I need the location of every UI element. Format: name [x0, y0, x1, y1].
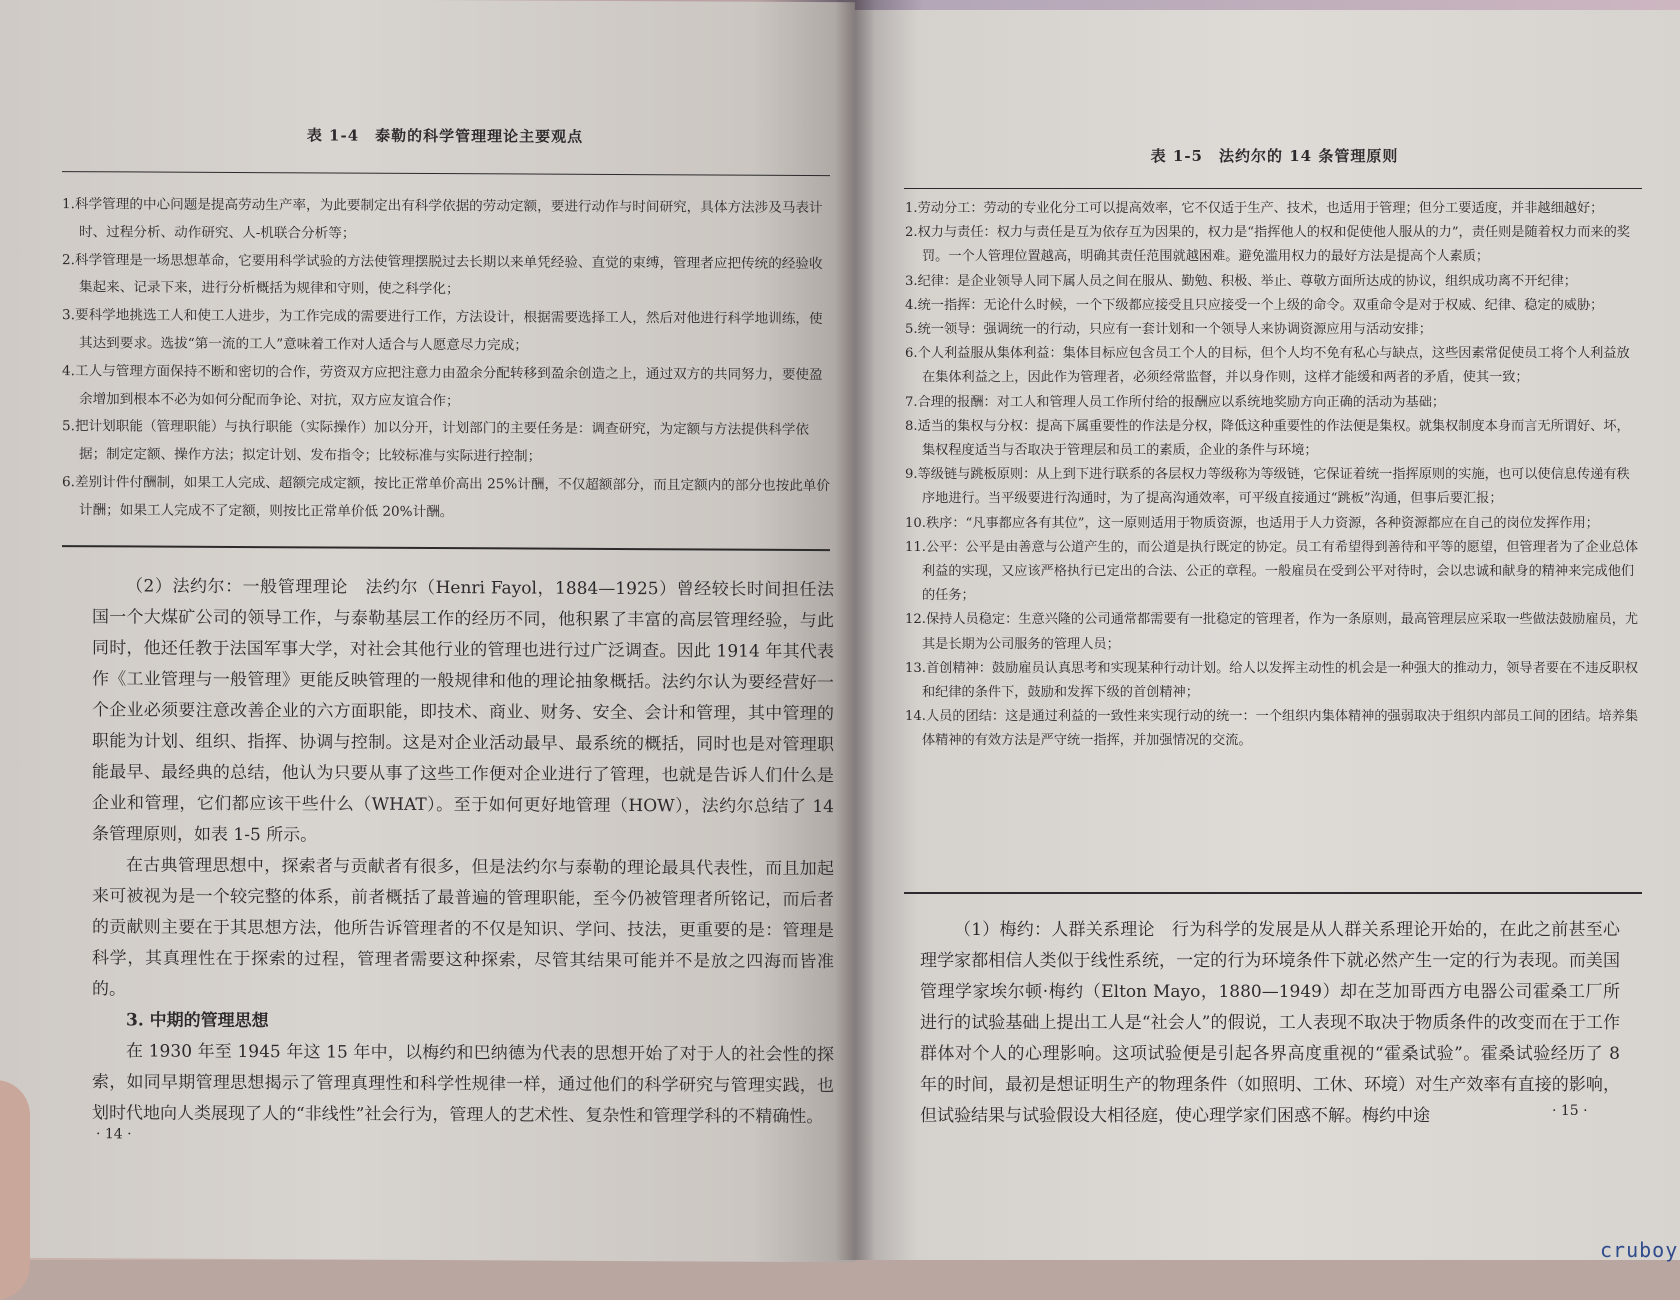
table-item: 2.权力与责任：权力与责任是互为依存互为因果的，权力是“指挥他人的权和促使他人服从的力”，责任则是随着权力而来的奖罚。一个人管理位置越高，明确其责任范围就越困难。避免滥用权力的最好方法是提高个人素质；: [905, 225, 1630, 265]
holding-thumb: [0, 1080, 30, 1300]
table-bottom-rule: [62, 545, 830, 551]
table-item: 8.适当的集权与分权：提高下属重要性的作法是分权，降低这种重要性的作法便是集权。就集权制度本身而言无所谓好、坏，集权程度适当与否取决于管理层和员工的素质，企业的条件与环境；: [905, 418, 1630, 459]
table-item: 5.统一领导：强调统一的行动，只应有一套计划和一个领导人来协调资源应用与活动安排；: [905, 322, 1432, 338]
paragraph: 在古典管理思想中，探索者与贡献者有很多，但是法约尔与泰勒的理论最具代表性，而且加起来可被视为是一个较完整的体系，前者概括了最普遍的管理职能，至今仍被管理者所铭记，而后者的贡献则主要在于其思想方法，他所告诉管理者的不仅是知识、学问、技法，更重要的是：管理是科学，其真理性在于探索的过程，管理者需要这种探索，尽管其结果可能并不是放之四海而皆准的。: [92, 855, 834, 1000]
table-item: 6.个人利益服从集体利益：集体目标应包含员工个人的目标，但个人均不免有私心与缺点，这些因素常促使员工将个人利益放在集体利益之上，因此作为管理者，必须经常监督，并以身作则，这样才能缓和两者的矛盾，使其一致；: [905, 346, 1630, 386]
paragraph: （2）法约尔：一般管理理论 法约尔（Henri Fayol，1884—1925）曾经较长时间担任法国一个大煤矿公司的领导工作，与泰勒基层工作的经历不同，他积累了丰富的高层管理经验，与此同时，他还任教于法国军事大学，对社会其他行业的管理也进行过广泛调查。因此 1914 年其代表作《工业管理与一般管理》更能反映管理的一般规律和他的理论抽象概括。法约尔认为要经营好一个企业必须要注意改善企业的六方面职能，即技术、商业、财务、安全、会计和管理，其中管理的职能为计划、组织、指挥、协调与控制。这是对企业活动最早、最系统的概括，同时也是对管理职能最早、最经典的总结，他认为只要从事了这些工作便对企业进行了管理，也就是告诉人们什么是企业和管理，它们都应该干些什么（WHAT）。至于如何更好地管理（HOW），法约尔总结了 14 条管理原则，如表 1-5 所示。: [92, 576, 834, 846]
table-1-4-title: 表 1-4 泰勒的科学管理理论主要观点: [306, 126, 584, 146]
left-page: [0, 0, 855, 1262]
table-item: 3.纪律：是企业领导人同下属人员之间在服从、勤勉、积极、举止、尊敬方面所达成的协议，组织成功离不开纪律；: [905, 273, 1577, 289]
table-item: 1.科学管理的中心问题是提高劳动生产率，为此要制定出有科学依据的劳动定额，要进行动作与时间研究，具体方法涉及马表计时、过程分析、动作研究、人-机联合分析等；: [62, 196, 823, 242]
table-item: 3.要科学地挑选工人和使工人进步，为工作完成的需要进行工作，方法设计，根据需要选择工人，然后对他进行科学地训练，使其达到要求。选拔“第一流的工人”意味着工作对人适合与人愿意尽力完成；: [62, 307, 823, 354]
table-item: 7.合理的报酬：对工人和管理人员工作所付给的报酬应以系统地奖励方向正确的活动为基础；: [905, 394, 1446, 410]
left-body-text: [92, 571, 834, 1133]
right-body-text: [920, 915, 1620, 1132]
table-item: 5.把计划职能（管理职能）与执行职能（实际操作）加以分开，计划部门的主要任务是：调查研究，为定额与方法提供科学依据；制定定额、操作方法；拟定计划、发布指令；比较标准与实际进行控制；: [62, 418, 810, 465]
table-item: 13.首创精神：鼓励雇员认真思考和实现某种行动计划。给人以发挥主动性的机会是一种强大的推动力，领导者要在不违反职权和纪律的条件下，鼓励和发挥下级的首创精神；: [905, 660, 1639, 701]
table-item: 9.等级链与跳板原则：从上到下进行联系的各层权力等级称为等级链，它保证着统一指挥原则的实施，也可以使信息传递有秩序地进行。当平级要进行沟通时，为了提高沟通效率，可平级直接通过“跳板”沟通，但事后要汇报；: [905, 467, 1630, 507]
table-item: 4.工人与管理方面保持不断和密切的合作，劳资双方应把注意力由盈余分配转移到盈余创造之上，通过双方的共同努力，要使盈余增加到根本不必为如何分配而争论、对抗，双方应友谊合作；: [62, 362, 823, 409]
table-1-5-items: [905, 197, 1640, 754]
table-item: 11.公平：公平是由善意与公道产生的，而公道是执行既定的协定。员工有希望得到善待和平等的愿望，但管理者为了企业总体利益的实现，又应该严格执行已定出的合法、公正的章程。一般雇员在受到公平对待时，会以忠诚和献身的精神来完成他们的任务；: [905, 539, 1639, 604]
watermark: cruboy: [1600, 1238, 1679, 1262]
page-number: · 15 ·: [1552, 1103, 1588, 1119]
table-1-4-items: [62, 191, 830, 529]
paragraph: 在 1930 年至 1945 年这 15 年中，以梅约和巴纳德为代表的思想开始了对于人的社会性的探索，如同早期管理思想揭示了管理真理性和科学性规律一样，通过他们的科学研究与管理实践，也划时代地向人类展现了人的“非线性”社会行为，管理人的艺术性、复杂性和管理学科的不精确性。: [92, 1041, 834, 1128]
table-item: 2.科学管理是一场思想革命，它要用科学试验的方法使管理摆脱过去长期以来单凭经验、直觉的束缚，管理者应把传统的经验收集起来、记录下来，进行分析概括为规律和守则，使之科学化；: [62, 251, 823, 298]
section-heading: 3. 中期的管理思想: [126, 1010, 269, 1032]
paragraph: （1）梅约：人群关系理论 行为科学的发展是从人群关系理论开始的，在此之前甚至心理学家都相信人类似于线性系统，一定的行为环境条件下就必然产生一定的行为表现。而美国管理学家埃尔顿·梅约（Elton Mayo，1880—1949）却在芝加哥西方电器公司霍桑工厂所进行的试验基础上提出工人是“社会人”的假说，工人表现不取决于物质条件的改变而在于工作群体对个人的心理影响。这项试验便是引起各界高度重视的“霍桑试验”。霍桑试验经历了 8 年的时间，最初是想证明生产的物理条件（如照明、工休、环境）对生产效率有直接的影响，但试验结果与试验假设大相径庭，使心理学家们困惑不解。梅约中途: [920, 920, 1620, 1126]
page-number: · 14 ·: [96, 1126, 132, 1143]
table-item: 1.劳动分工：劳动的专业化分工可以提高效率，它不仅适于生产、技术，也适用于管理；但分工要适度，并非越细越好；: [905, 201, 1604, 216]
table-top-rule: [62, 171, 830, 176]
table-item: 14.人员的团结：这是通过利益的一致性来实现行动的统一：一个组织内集体精神的强弱取决于组织内部员工间的团结。培养集体精神的有效方法是严守统一指挥，并加强情况的交流。: [905, 709, 1639, 749]
table-item: 4.统一指挥：无论什么时候，一个下级都应接受且只应接受一个上级的命令。双重命令是对于权威、纪律、稳定的威胁；: [905, 297, 1604, 313]
table-1-5-title: 表 1-5 法约尔的 14 条管理原则: [1150, 147, 1399, 165]
table-top-rule: [904, 188, 1642, 189]
table-item: 12.保持人员稳定：生意兴隆的公司通常都需要有一批稳定的管理者，作为一条原则，最高管理层应采取一些做法鼓励雇员，尤其是长期为公司服务的管理人员；: [905, 612, 1639, 652]
book-spine: [835, 0, 875, 1260]
table-item: 10.秩序：“凡事都应各有其位”，这一原则适用于物质资源，也适用于人力资源，各种资源都应在自己的岗位发挥作用；: [905, 515, 1599, 531]
table-bottom-rule: [904, 892, 1642, 894]
table-item: 6.差别计件付酬制，如果工人完成、超额完成定额，按比正常单价高出 25%计酬，不仅超额部分，而且定额内的部分也按此单价计酬；如果工人完成不了定额，则按比正常单价低 20%计酬。: [62, 474, 830, 520]
